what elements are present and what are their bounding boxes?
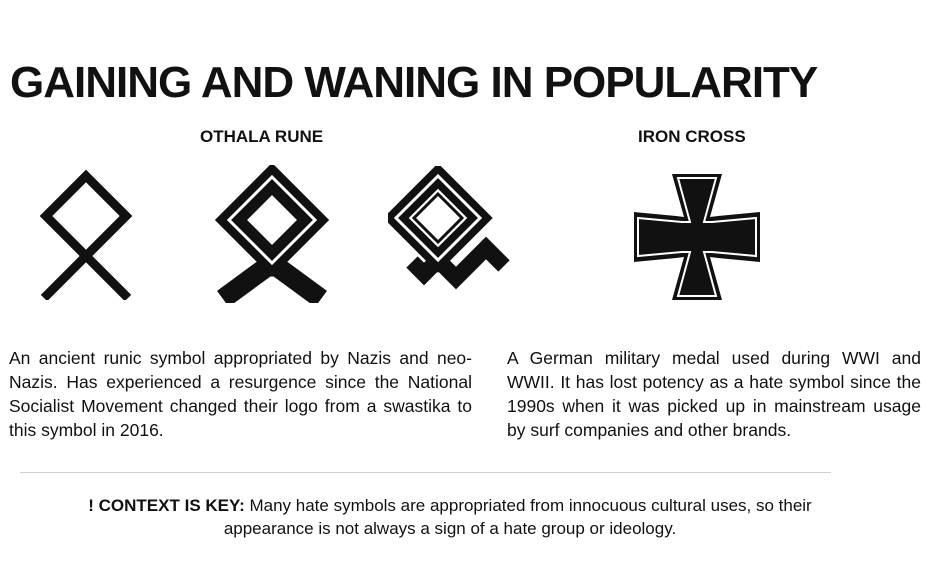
context-note-label: ! CONTEXT IS KEY: — [88, 496, 245, 515]
divider — [20, 472, 831, 473]
othala-rune-bordered-icon — [215, 165, 330, 303]
othala-rune-icon — [38, 168, 134, 300]
page-title: GAINING AND WANING IN POPULARITY — [10, 58, 818, 107]
iron-cross-heading: IRON CROSS — [638, 127, 746, 146]
othala-rune-winged-icon — [388, 166, 514, 302]
iron-cross-icon — [634, 174, 760, 300]
context-note-text: Many hate symbols are appropriated from innocuous cultural uses, so their appearance is not always a sign of a hate group or ideology. — [223, 496, 812, 538]
context-note — [70, 494, 830, 540]
othala-rune-heading: OTHALA RUNE — [200, 127, 324, 146]
othala-rune-description: An ancient runic symbol appropriated by Nazis and neo-Nazis. Has experienced a resurgence since the National Socialist Movement changed their logo from a swastika to this symbol in 2016. — [9, 348, 472, 440]
iron-cross-description: A German military medal used during WWI and WWII. It has lost potency as a hate symbol since the 1990s when it was picked up in mainstream usage by surf companies and other brands. — [507, 348, 921, 440]
